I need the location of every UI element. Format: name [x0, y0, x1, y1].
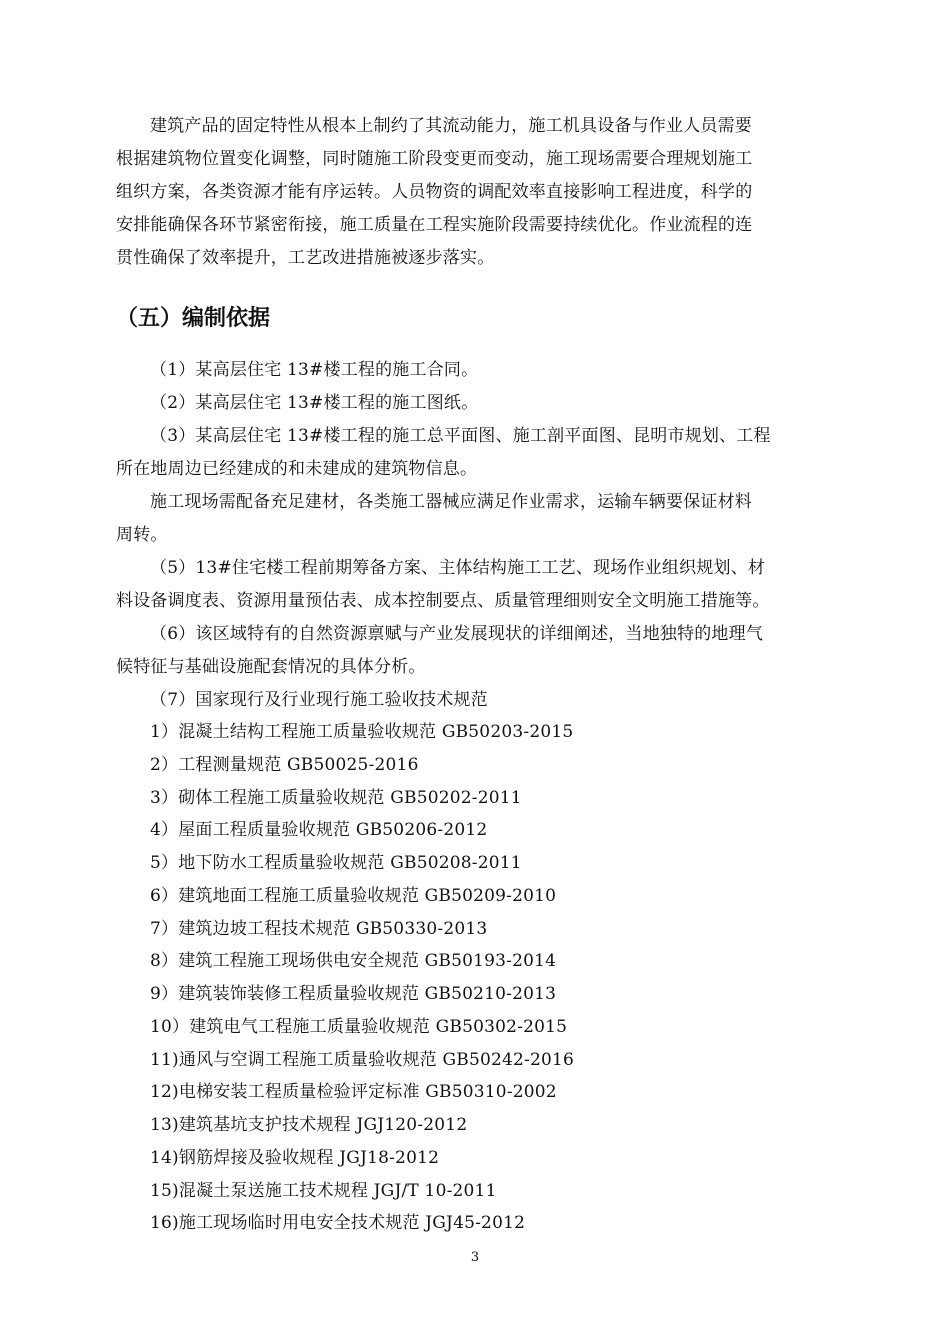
standard-item: 1）混凝土结构工程施工质量验收规范 GB50203-2015 [150, 722, 574, 742]
standard-item: 3）砌体工程施工质量验收规范 GB50202-2011 [150, 788, 522, 808]
basis-line: 周转。 [116, 525, 168, 545]
standard-item: 9）建筑装饰装修工程质量验收规范 GB50210-2013 [150, 984, 557, 1004]
intro-line: 组织方案，各类资源才能有序运转。人员物资的调配效率直接影响工程进度，科学的 [116, 182, 753, 202]
basis-line: （7）国家现行及行业现行施工验收技术规范 [150, 690, 488, 710]
page-number: 3 [470, 1250, 480, 1265]
basis-line: 所在地周边已经建成的和未建成的建筑物信息。 [116, 459, 478, 479]
basis-line: （6）该区域特有的自然资源禀赋与产业发展现状的详细阐述，当地独特的地理气 [150, 624, 764, 644]
standard-item: 11)通风与空调工程施工质量验收规范 GB50242-2016 [150, 1050, 575, 1070]
standard-item: 12)电梯安装工程质量检验评定标准 GB50310-2002 [150, 1082, 557, 1102]
standard-item: 7）建筑边坡工程技术规范 GB50330-2013 [150, 919, 488, 939]
basis-line: 候特征与基础设施配套情况的具体分析。 [116, 657, 426, 677]
basis-line: （2）某高层住宅 13#楼工程的施工图纸。 [150, 393, 479, 413]
standard-item: 4）屋面工程质量验收规范 GB50206-2012 [150, 820, 488, 840]
intro-line: 根据建筑物位置变化调整，同时随施工阶段变更而变动，施工现场需要合理规划施工 [116, 149, 753, 169]
basis-line: （5）13#住宅楼工程前期筹备方案、主体结构施工工艺、现场作业组织规划、材 [150, 558, 766, 578]
basis-line: 施工现场需配备充足建材，各类施工器械应满足作业需求，运输车辆要保证材料 [150, 492, 752, 512]
standard-item: 15)混凝土泵送施工技术规程 JGJ/T 10-2011 [150, 1181, 497, 1201]
section-heading: （五）编制依据 [116, 306, 271, 331]
standard-item: 5）地下防水工程质量验收规范 GB50208-2011 [150, 853, 522, 873]
basis-line: （1）某高层住宅 13#楼工程的施工合同。 [150, 360, 479, 380]
standard-item: 16)施工现场临时用电安全技术规范 JGJ45-2012 [150, 1213, 526, 1233]
standard-item: 6）建筑地面工程施工质量验收规范 GB50209-2010 [150, 886, 557, 906]
standard-item: 2）工程测量规范 GB50025-2016 [150, 755, 419, 775]
intro-line: 安排能确保各环节紧密衔接，施工质量在工程实施阶段需要持续优化。作业流程的连 [116, 215, 753, 235]
standard-item: 8）建筑工程施工现场供电安全规范 GB50193-2014 [150, 951, 557, 971]
basis-line: （3）某高层住宅 13#楼工程的施工总平面图、施工剖平面图、昆明市规划、工程 [150, 426, 771, 446]
standard-item: 10）建筑电气工程施工质量验收规范 GB50302-2015 [150, 1017, 568, 1037]
intro-line: 贯性确保了效率提升，工艺改进措施被逐步落实。 [116, 248, 495, 268]
intro-line: 建筑产品的固定特性从根本上制约了其流动能力，施工机具设备与作业人员需要 [150, 116, 752, 136]
basis-line: 料设备调度表、资源用量预估表、成本控制要点、质量管理细则安全文明施工措施等。 [116, 591, 770, 611]
standard-item: 14)钢筋焊接及验收规程 JGJ18-2012 [150, 1148, 440, 1168]
standard-item: 13)建筑基坑支护技术规程 JGJ120-2012 [150, 1115, 468, 1135]
